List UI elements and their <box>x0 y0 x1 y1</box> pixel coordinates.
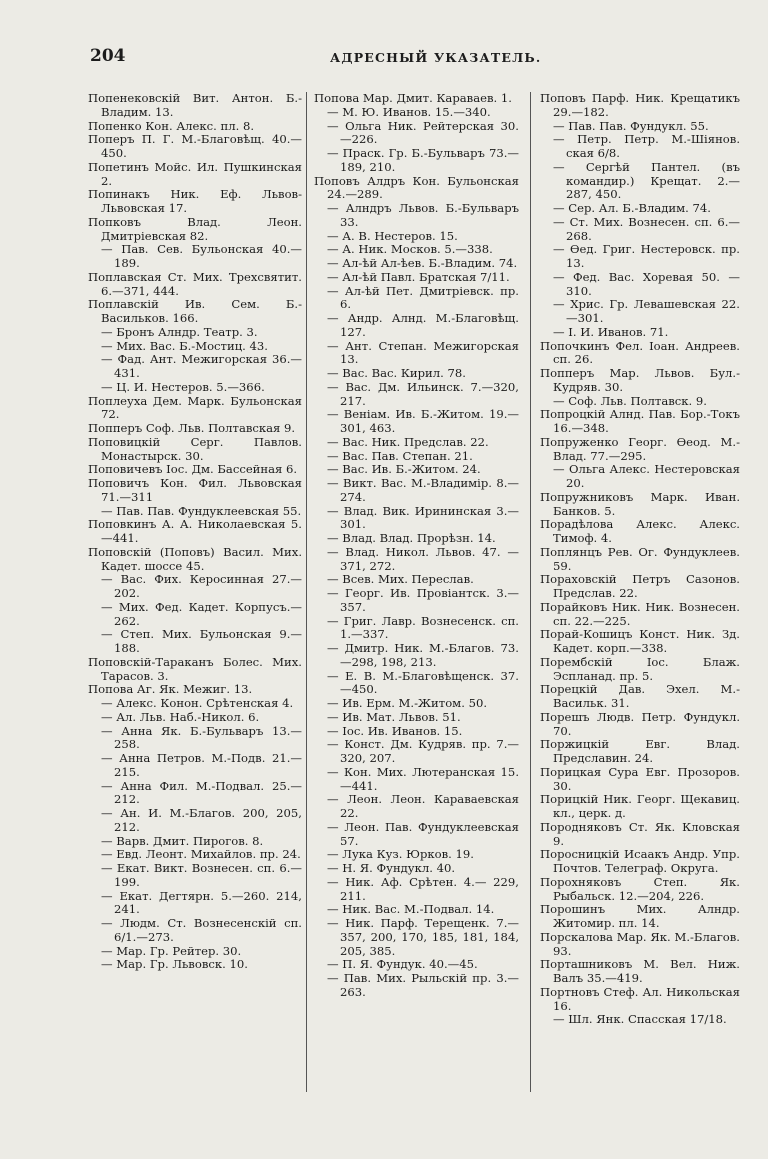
directory-entry: — Евд. Леонт. Михайлов. пр. 24. <box>101 847 301 862</box>
directory-entry: — Фад. Ант. Межигорская 36.—431. <box>101 352 302 380</box>
directory-entry: — Пав. Пав. Фундуклеевская 55. <box>101 503 302 518</box>
directory-entry: Попружниковъ Марк. Иван. Банков. 5. <box>540 489 740 518</box>
directory-entry: — Ал-ѣй Пет. Дмитріевск. пр. 6. <box>327 283 519 312</box>
directory-entry: Попинакъ Ник. Еф. Львов-Львовская 17. <box>88 187 302 215</box>
directory-entry: Попенековскій Вит. Антон. Б.-Владим. 13. <box>88 91 302 119</box>
column-3 <box>540 92 740 1027</box>
directory-entry: — Сер. Ал. Б.-Владим. 74. <box>553 201 711 215</box>
directory-entry: — Мар. Гр. Рейтер. 30. <box>101 943 242 958</box>
directory-entry: — Леон. Пав. Фундуклеевская 57. <box>327 819 519 848</box>
directory-entry: Попперъ Мар. Львов. Бул.-Кудряв. 30. <box>540 366 740 394</box>
directory-entry: Породняковъ Ст. Як. Кловская 9. <box>540 819 740 848</box>
directory-entry: — Екат. Викт. Вознесен. сп. 6.—199. <box>101 861 302 889</box>
directory-entry: — А. В. Нестеров. 15. <box>327 228 458 243</box>
directory-entry: — Ал-ѣй Ал-ѣев. Б.-Владим. 74. <box>327 256 518 270</box>
directory-entry: Попетинъ Мойс. Ил. Пушкинская 2. <box>88 159 302 188</box>
directory-entry: — Іос. Ив. Иванов. 15. <box>327 723 463 738</box>
directory-entry: Поросницкій Исаакъ Андр. Упр. Почтов. Телеграф. Округа. <box>540 847 740 875</box>
directory-entry: Порицкая Сура Евг. Прозоров. 30. <box>540 764 740 793</box>
directory-entry: — Мар. Гр. Львовск. 10. <box>101 957 248 972</box>
directory-entry: — Всев. Мих. Переслав. <box>327 572 474 587</box>
directory-entry: — Шл. Янк. Спасская 17/18. <box>553 1012 727 1027</box>
column-rule <box>530 92 531 1092</box>
directory-entry: Попруженко Георг. Ѳеод. М.-Влад. 77.—295. <box>540 434 740 463</box>
directory-entry: — Пав. Мих. Рыльскій пр. 3.—263. <box>327 971 519 999</box>
directory-entry: — Сергѣй Пантел. (въ командир.) Крещат. 2.— 287, 450. <box>553 159 740 202</box>
directory-entry: — Алндръ Львов. Б.-Бульваръ 33. <box>327 201 519 229</box>
directory-entry: — Ант. Степан. Межигорская 13. <box>327 338 519 367</box>
directory-entry: Поповъ Алдръ Кон. Бульонская 24.—289. <box>314 173 519 202</box>
directory-entry: — Степ. Мих. Бульонская 9.—188. <box>101 627 302 655</box>
directory-entry: — Е. В. М.-Благовѣщенск. 37.—450. <box>327 668 519 697</box>
directory-entry: — Соф. Льв. Полтавск. 9. <box>553 393 707 408</box>
directory-entry: — Лука Куз. Юрков. 19. <box>327 847 474 862</box>
directory-entry: Порскалова Мар. Як. М.-Благов. 93. <box>540 929 740 958</box>
column-1 <box>88 92 302 972</box>
directory-entry: — Людм. Ст. Вознесенскій сп. 6/1.—273. <box>101 916 302 944</box>
directory-entry: — Кон. Мих. Лютеранская 15.—441. <box>327 764 519 793</box>
directory-entry: — Вас. Ник. Предслав. 22. <box>327 434 489 449</box>
directory-entry: — Андр. Алнд. М.-Благовѣщ. 127. <box>327 311 519 339</box>
directory-entry: — М. Ю. Иванов. 15.—340. <box>327 104 491 119</box>
directory-entry: Попова Мар. Дмит. Караваев. 1. <box>314 91 512 105</box>
directory-entry: — Леон. Леон. Караваевская 22. <box>327 792 519 820</box>
directory-entry: — Бронъ Алндр. Театр. 3. <box>101 324 258 339</box>
directory-entry: — Алекс. Конон. Срѣтенская 4. <box>101 696 294 710</box>
directory-entry: Поплеуха Дем. Марк. Бульонская 72. <box>88 393 302 422</box>
directory-entry: — Анна Петров. М.-Подв. 21.—215. <box>101 751 302 779</box>
directory-entry: — Ц. И. Нестеров. 5.—366. <box>101 379 265 394</box>
directory-entry: — А. Ник. Москов. 5.—338. <box>327 242 493 257</box>
directory-entry: — Н. Я. Фундукл. 40. <box>327 861 456 875</box>
directory-entry: — Дмитр. Ник. М.-Благов. 73.—298, 198, 213. <box>327 641 519 669</box>
directory-entry: — Петр. Петр. М.-Шіянов. ская 6/8. <box>553 132 740 160</box>
directory-entry: — Ст. Мих. Вознесен. сп. 6.—268. <box>553 214 740 243</box>
directory-entry: Поповкинъ А. А. Николаевская 5.—441. <box>88 517 302 545</box>
directory-entry: — Хрис. Гр. Левашевская 22.—301. <box>553 297 740 325</box>
directory-entry: Поповицкій Серг. Павлов. Монастырск. 30. <box>88 434 302 463</box>
directory-entry: — Ник. Вас. М.-Подвал. 14. <box>327 902 495 917</box>
directory-entry: — Анна Як. Б.-Бульваръ 13.—258. <box>101 723 302 752</box>
directory-entry: — П. Я. Фундук. 40.—45. <box>327 957 478 972</box>
directory-entry: Порайковъ Ник. Ник. Вознесен. сп. 22.—225. <box>540 599 740 628</box>
directory-entry: — Ник. Аф. Срѣтен. 4.— 229, 211. <box>327 874 519 903</box>
directory-entry: — Ольга Ник. Рейтерская 30.—226. <box>327 118 519 147</box>
directory-entry: — Ал-ѣй Павл. Братская 7/11. <box>327 269 510 284</box>
directory-entry: Пораховскій Петръ Сазонов. Предслав. 22. <box>540 572 740 600</box>
directory-entry: Порецкій Дав. Эхел. М.-Васильк. 31. <box>540 682 740 710</box>
directory-entry: Поповскій-Тараканъ Болес. Мих. Тарасов. 3. <box>88 654 302 683</box>
directory-entry: Порай-Кошицъ Конст. Ник. Зд. Кадет. корп.—338. <box>540 627 740 655</box>
directory-entry: — Влад. Влад. Прорѣзн. 14. <box>327 531 496 545</box>
directory-entry: Портновъ Стеф. Ал. Никольская 16. <box>540 984 740 1013</box>
directory-entry: — Влад. Вик. Ирининская 3.—301. <box>327 503 519 532</box>
directory-entry: Порадѣлова Алекс. Алекс. Тимоф. 4. <box>540 517 740 545</box>
directory-entry: Поплавская Ст. Мих. Трехсвятит. 6.—371, 444. <box>88 269 302 298</box>
directory-entry: — Праск. Гр. Б.-Бульваръ 73.—189, 210. <box>327 146 519 174</box>
directory-entry: — Веніам. Ив. Б.-Житом. 19.—301, 463. <box>327 407 519 435</box>
directory-entry: — Ив. Ерм. М.-Житом. 50. <box>327 696 488 710</box>
directory-entry: — Конст. Дм. Кудряв. пр. 7.—320, 207. <box>327 737 519 765</box>
directory-entry: — Ал. Льв. Наб.-Никол. 6. <box>101 709 260 724</box>
directory-entry: — Ольга Алекс. Нестеровская 20. <box>553 462 740 490</box>
directory-entry: Поповичъ Кон. Фил. Львовская 71.—311 <box>88 476 302 504</box>
column-2 <box>314 92 519 1000</box>
directory-entry: Поплавскій Ив. Сем. Б.-Васильков. 166. <box>88 297 302 325</box>
directory-entry: Поповичевъ Іос. Дм. Бассейная 6. <box>88 462 298 477</box>
directory-entry: — Георг. Ив. Провіантск. 3.—357. <box>327 586 519 614</box>
running-head: АДРЕСНЫЙ УКАЗАТЕЛЬ. <box>330 50 542 65</box>
directory-entry: — Фед. Вас. Хоревая 50. —310. <box>553 269 740 298</box>
directory-entry: Поповскій (Поповъ) Васил. Мих. Кадет. шоссе 45. <box>88 544 302 573</box>
directory-entry: — Мих. Вас. Б.-Мостиц. 43. <box>101 338 268 353</box>
directory-entry: Порешъ Людв. Петр. Фундукл. 70. <box>540 709 740 738</box>
directory-entry: — Пав. Сев. Бульонская 40.—189. <box>101 242 302 270</box>
directory-entry: Порташниковъ М. Вел. Ниж. Валъ 35.—419. <box>540 957 740 985</box>
directory-entry: — І. И. Иванов. 71. <box>553 324 669 339</box>
directory-entry: Попковъ Влад. Леон. Дмитріевская 82. <box>88 214 302 243</box>
directory-entry: — Влад. Никол. Львов. 47. —371, 272. <box>327 544 519 573</box>
directory-entry: — Вас. Ив. Б.-Житом. 24. <box>327 462 481 477</box>
directory-entry: — Варв. Дмит. Пирогов. 8. <box>101 833 264 848</box>
directory-entry: — Ив. Мат. Львов. 51. <box>327 709 461 724</box>
directory-entry: Попочкинъ Фел. Іоан. Андреев. сп. 26. <box>540 338 740 367</box>
directory-entry: — Ан. И. М.-Благов. 200, 205, 212. <box>101 806 302 834</box>
directory-entry: Попперъ Соф. Льв. Полтавская 9. <box>88 421 296 435</box>
directory-entry: — Викт. Вас. М.-Владимір. 8.—274. <box>327 476 519 504</box>
directory-entry: — Ник. Парф. Терещенк. 7.—357, 200, 170, 185, 181, 184, 205, 385. <box>327 916 519 958</box>
directory-entry: Порембскій Іос. Блаж. Эспланад. пр. 5. <box>540 654 740 683</box>
directory-entry: Порицкій Ник. Георг. Щекавиц. кл., церк. д. <box>540 792 740 820</box>
directory-entry: — Вас. Пав. Степан. 21. <box>327 448 473 463</box>
page-number: 204 <box>90 46 126 66</box>
directory-entry: — Вас. Вас. Кирил. 78. <box>327 366 466 380</box>
column-rule <box>306 92 307 1092</box>
directory-entry: — Екат. Дегтярн. 5.—260. 214, 241. <box>101 888 302 917</box>
directory-entry: Поповъ Парф. Ник. Крещатикъ 29.—182. <box>540 91 740 119</box>
directory-entry: — Вас. Фих. Керосинная 27.—202. <box>101 572 302 600</box>
directory-entry: Попроцкій Алнд. Пав. Бор.-Токъ 16.—348. <box>540 407 740 435</box>
directory-entry: Порошинъ Мих. Алндр. Житомир. пл. 14. <box>540 902 740 930</box>
directory-entry: — Ѳед. Григ. Нестеровск. пр. 13. <box>553 242 740 270</box>
directory-entry: Попова Аг. Як. Межиг. 13. <box>88 682 253 697</box>
directory-entry: Поплянцъ Рев. Ог. Фундуклеев. 59. <box>540 544 740 573</box>
directory-entry: — Григ. Лавр. Вознесенск. сп. 1.—337. <box>327 613 519 642</box>
directory-entry: — Анна Фил. М.-Подвал. 25.—212. <box>101 778 302 807</box>
directory-entry: Порохняковъ Степ. Як. Рыбальск. 12.—204, 226. <box>540 874 740 903</box>
directory-entry: Поржицкій Евг. Влад. Предславин. 24. <box>540 737 740 765</box>
directory-entry: — Вас. Дм. Ильинск. 7.—320, 217. <box>327 379 519 408</box>
directory-entry: — Мих. Фед. Кадет. Корпусъ.—262. <box>101 599 302 628</box>
directory-entry: Поперъ П. Г. М.-Благовѣщ. 40.—450. <box>88 132 302 160</box>
directory-entry: Попенко Кон. Алекс. пл. 8. <box>88 118 255 133</box>
directory-entry: — Пав. Пав. Фундукл. 55. <box>553 118 709 133</box>
